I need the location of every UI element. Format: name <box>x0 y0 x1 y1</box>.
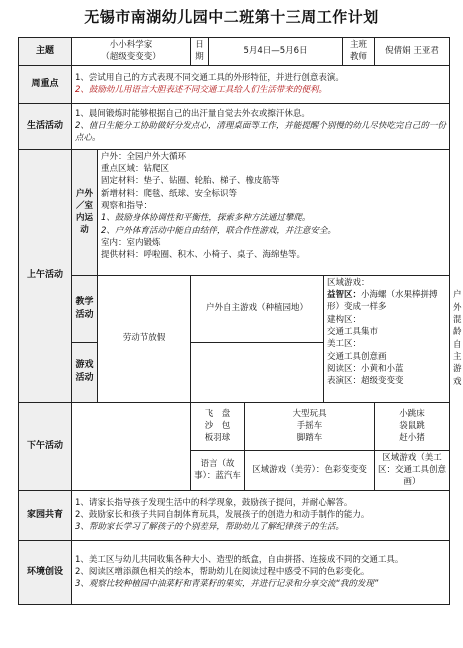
home-row <box>19 490 450 540</box>
life-content <box>72 103 450 149</box>
area-line: 交通工具集市 <box>327 326 379 337</box>
area-line: 阅读区：小黄和小蓝 <box>327 363 404 374</box>
focus-row <box>19 65 450 103</box>
life-item: 2、值日生能分工协助做好分发点心，清理桌面等工作，并能提醒个别慢的幼儿尽快吃完自己的一份点心。 <box>75 120 446 144</box>
env-item: 3、观察比较种植园中油菜籽和青菜籽的果实，并进行记录和分享交流“我的发现” <box>75 579 379 590</box>
teacher-value: 倪倩娟 王亚君 <box>375 38 450 66</box>
afternoon-col2: 大型玩具 手摇车 脚踏车 <box>245 402 375 450</box>
outdoor-note: 1、鼓励身体协调性和平衡性，探索多种方法通过攀爬。 <box>101 213 311 224</box>
home-item: 3、帮助家长学习了解孩子的个别差异，帮助幼儿了解纪律孩子的生活。 <box>75 522 344 533</box>
weekly-plan-table <box>18 37 462 605</box>
env-content <box>72 540 450 604</box>
header-row <box>19 38 450 66</box>
labor-day-cell: 劳动节放假 <box>98 275 191 402</box>
outdoor-row <box>19 149 450 275</box>
indoor-line: 提供材料：呼啦圈、积木、小椅子、桌子、海绵垫等。 <box>101 250 306 261</box>
date-label: 日期 <box>191 38 209 66</box>
focus-content <box>72 65 450 103</box>
indoor-line: 室内：室内锻炼 <box>101 237 161 248</box>
area-line: 美工区： <box>327 339 362 350</box>
focus-label: 周重点 <box>19 65 72 103</box>
outdoor-line: 户外：全园户外大循环 <box>101 151 187 162</box>
area-line: 表演区：超级变变变 <box>327 376 404 387</box>
afternoon-label: 下午活动 <box>19 402 72 490</box>
life-label: 生活活动 <box>19 103 72 149</box>
home-item: 2、鼓励家长和孩子共同自制体育玩具，发展孩子的创造力和动手制作的能力。 <box>75 509 370 520</box>
life-row <box>19 103 450 149</box>
theme-value: 小小科学家 （超级变变变） <box>72 38 191 66</box>
afternoon-area-art: 区域游戏（美劳）：色彩变变变 <box>245 450 375 490</box>
focus-item: 2、鼓励幼儿用语言大胆表述不同交通工具给人们生活带来的便利。 <box>75 85 327 96</box>
home-content <box>72 490 450 540</box>
afternoon-col3: 小跳床 袋鼠跳 赶小猪 <box>375 402 450 450</box>
teacher-label: 主班教师 <box>343 38 375 66</box>
area-game-content <box>324 275 450 402</box>
area-line: 益智区：小海螺（水果棒拼搏形）变成一样多 <box>327 289 438 313</box>
life-item: 1、晨间锻炼时能够根据自己的出汗量自觉去外衣或擦汗休息。 <box>75 108 310 119</box>
theme-label: 主题 <box>19 38 72 66</box>
teaching-label: 教学活动 <box>72 275 98 342</box>
page-title: 无锡市南湖幼儿园中二班第十三周工作计划 <box>84 8 379 26</box>
outdoor-line: 观察和指导： <box>101 200 153 211</box>
morning-label: 上午活动 <box>19 149 72 402</box>
outdoor-line: 重点区域：钻爬区 <box>101 163 170 174</box>
afternoon-area-craft: 区域游戏（美工区：交通工具创意画） <box>375 450 450 490</box>
home-label: 家园共育 <box>19 490 72 540</box>
teaching-row: 教学活动 劳动节放假 户外自主游戏（种植园地） 区域游戏： 益智区：小海螺（水果棒拼搏形）变成一样多 建构区： 交通工具集市 美工区： 交通工具创意画 阅读区：小黄和小蓝 表演区：超级变变变 户外混龄自主游戏 <box>19 275 450 342</box>
date-value: 5月4日—5月6日 <box>209 38 343 66</box>
env-item: 1、美工区与幼儿共同收集各种大小、造型的纸盒，自由拼搭、连接成不同的交通工具。 <box>75 554 404 565</box>
afternoon-col1: 飞 盘 沙 包 板羽球 <box>191 402 245 450</box>
teaching-content: 户外自主游戏（种植园地） <box>191 275 324 342</box>
env-item: 2、阅读区增添颜色相关的绘本，帮助幼儿在阅读过程中感受不同的色彩变化。 <box>75 566 370 577</box>
afternoon-language: 语言（故事）：蓝汽车 <box>191 450 245 490</box>
afternoon-row-top <box>19 402 450 450</box>
env-label: 环境创设 <box>19 540 72 604</box>
outdoor-line: 固定材料：垫子、钻圈、轮胎、梯子、橡皮筋等 <box>101 176 280 187</box>
outdoor-content <box>98 149 450 275</box>
afternoon-blank <box>72 402 191 490</box>
home-item: 1、请家长指导孩子发现生活中的科学现象，鼓励孩子提问，并耐心解答。 <box>75 497 353 508</box>
focus-item: 1、尝试用自己的方式表现不同交通工具的外形特征，并进行创意表演。 <box>75 72 344 83</box>
outdoor-note: 2、户外体育活动中能自由结伴，联合作性游戏，并注意安全。 <box>101 225 336 236</box>
area-title: 区域游戏： <box>327 277 370 288</box>
game-label: 游戏活动 <box>72 342 98 402</box>
env-row <box>19 540 450 604</box>
outdoor-label: 户外／室内运动 <box>72 149 98 275</box>
area-line: 交通工具创意画 <box>327 351 387 362</box>
area-line: 建构区： <box>327 314 362 325</box>
outdoor-line: 新增材料：爬毯、纸球、安全标识等 <box>101 188 238 199</box>
game-empty <box>191 342 324 402</box>
